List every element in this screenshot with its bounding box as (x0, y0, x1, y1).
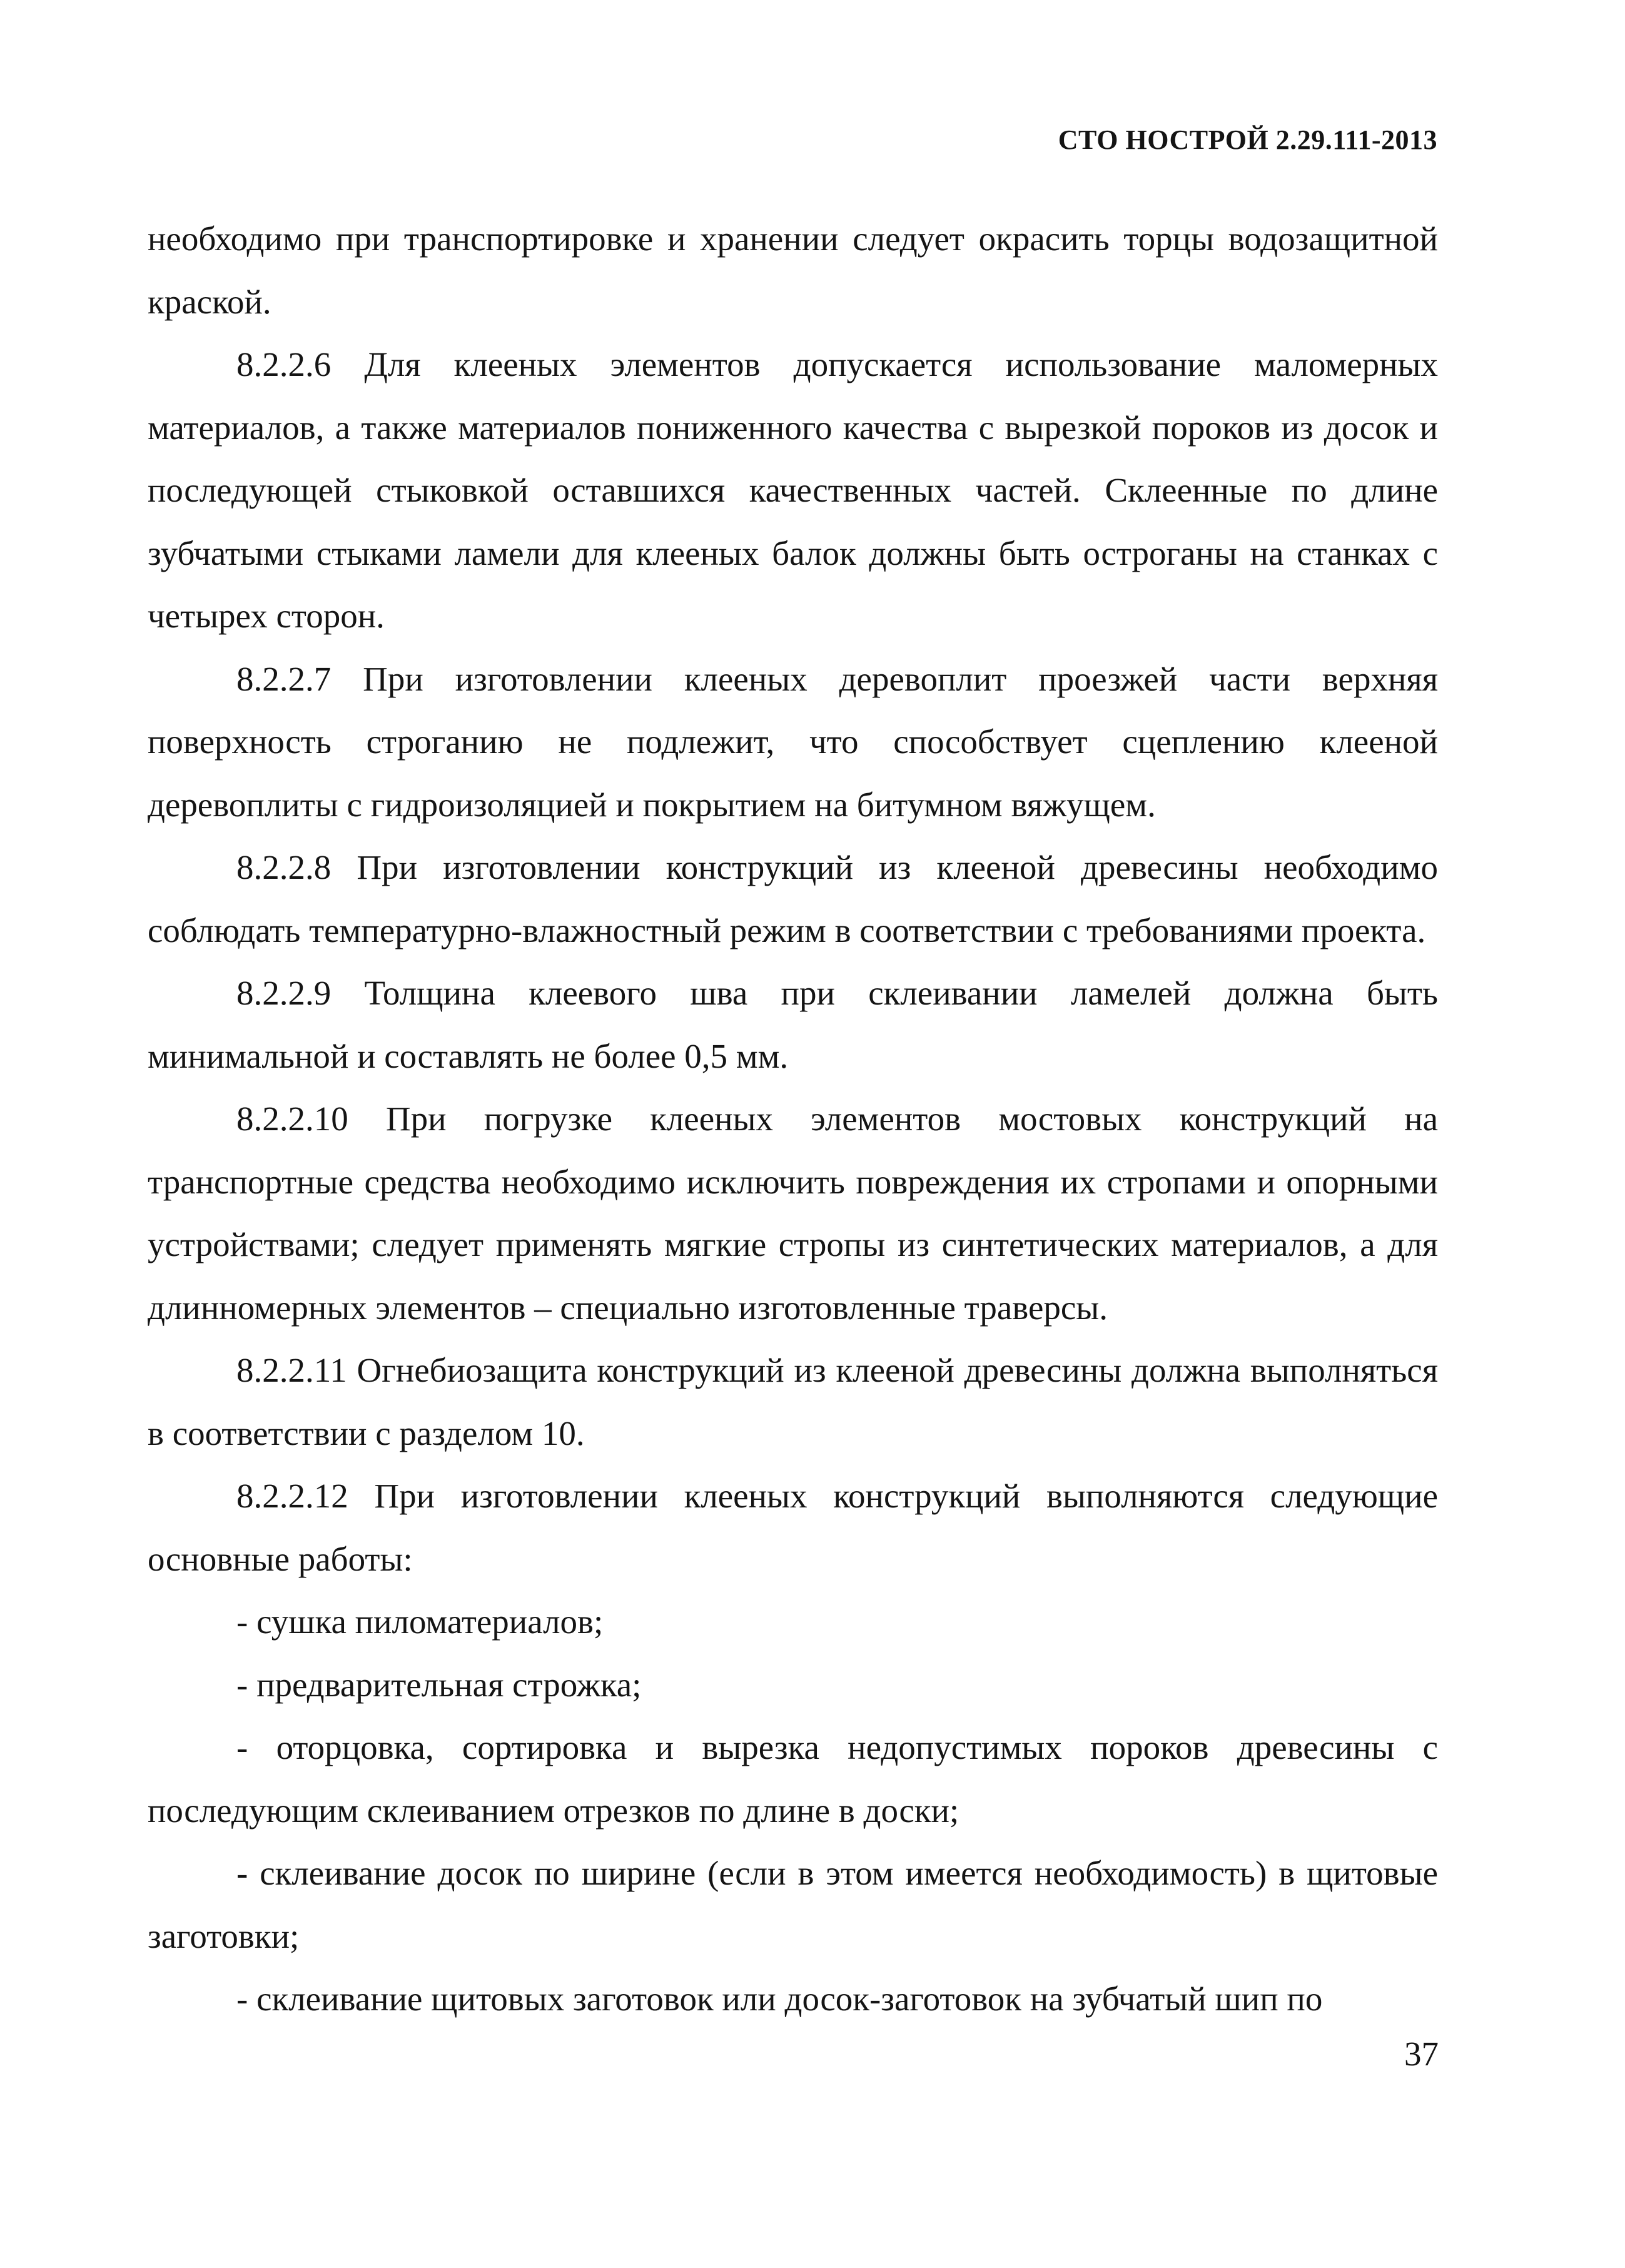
paragraph-8-2-2-7: 8.2.2.7 При изготовлении клееных деревоплит проезжей части верхняя поверхность строганию не подлежит, что способствует сцеплению клееной деревоплиты с гидроизоляцией и покрытием на битумном вяжущем. (148, 659, 1438, 824)
list-item: - оторцовка, сортировка и вырезка недопустимых пороков древесины с последующим склеиванием отрезков по длине в доски; (148, 1728, 1438, 1830)
paragraph-8-2-2-10: 8.2.2.10 При погрузке клееных элементов мостовых конструкций на транспортные средства необходимо исключить повреждения их стропами и опорными устройствами; следует применять мягкие стропы из синтетических материалов, а для длинномерных элементов – специально изготовленные траверсы. (148, 1100, 1438, 1327)
paragraph-continuation: необходимо при транспортировке и хранении следует окрасить торцы водозащитной краской. (148, 220, 1438, 321)
page-number: 37 (1404, 2035, 1439, 2073)
paragraph-8-2-2-9: 8.2.2.9 Толщина клеевого шва при склеивании ламелей должна быть минимальной и составлять не более 0,5 мм. (148, 974, 1438, 1075)
list-item: - сушка пиломатериалов; (236, 1602, 604, 1641)
document-code-header: СТО НОСТРОЙ 2.29.111-2013 (1058, 124, 1437, 155)
list-item: - предварительная строжка; (236, 1665, 642, 1704)
list-item: - склеивание досок по ширине (если в этом имеется необходимость) в щитовые заготовки; (148, 1854, 1438, 1955)
body-text (148, 208, 1438, 2031)
paragraph-8-2-2-12: 8.2.2.12 При изготовлении клееных конструкций выполняются следующие основные работы: (148, 1477, 1438, 1578)
list-item: - склеивание щитовых заготовок или досок-заготовок на зубчатый шип по (236, 1980, 1323, 2018)
paragraph-8-2-2-11: 8.2.2.11 Огнебиозащита конструкций из клееной древесины должна выполняться в соответствии с разделом 10. (148, 1351, 1438, 1452)
paragraph-8-2-2-8: 8.2.2.8 При изготовлении конструкций из клееной древесины необходимо соблюдать температурно-влажностный режим в соответствии с требованиями проекта. (148, 848, 1438, 949)
paragraph-8-2-2-6: 8.2.2.6 Для клееных элементов допускается использование маломерных материалов, а также материалов пониженного качества с вырезкой пороков из досок и последующей стыковкой оставшихся качественных частей. Склеенные по длине зубчатыми стыками ламели для клееных балок должны быть острoганы на станках с четырех сторон. (148, 345, 1438, 635)
